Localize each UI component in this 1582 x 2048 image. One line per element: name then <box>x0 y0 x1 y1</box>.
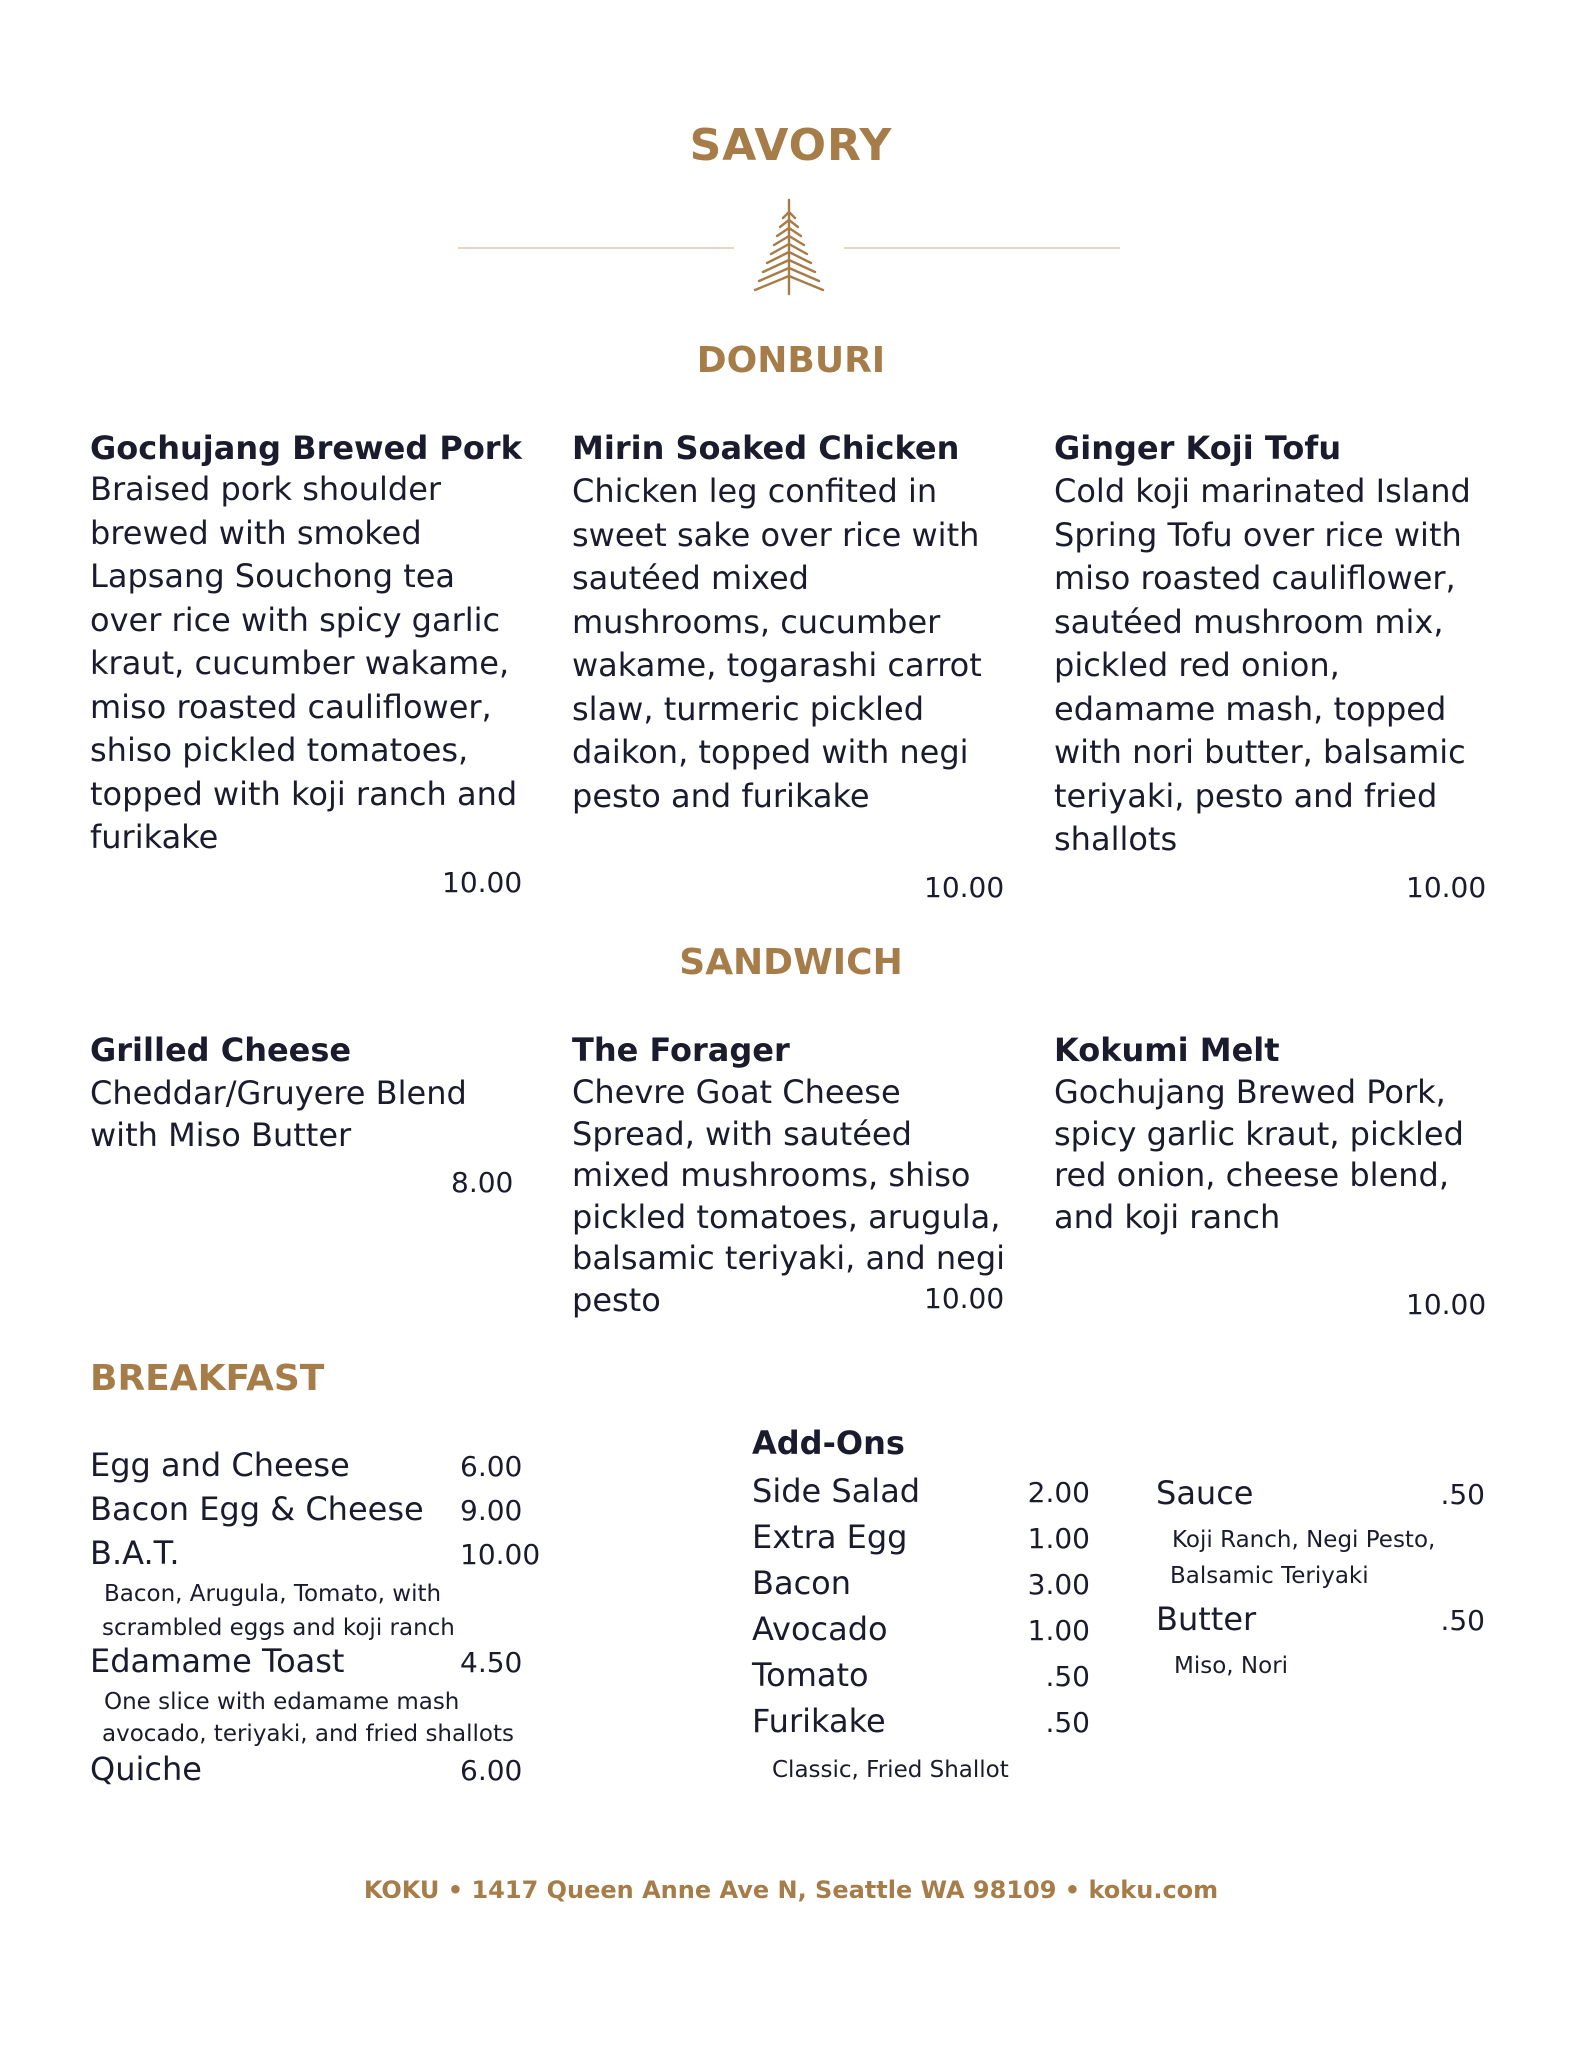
addon-price: .50 <box>1440 1604 1485 1637</box>
item-price: 9.00 <box>460 1494 523 1527</box>
item-name: Gochujang Brewed Pork <box>90 429 522 467</box>
addon-note: Balsamic Teriyaki <box>1170 1563 1369 1589</box>
item-note: Bacon, Arugula, Tomato, with <box>104 1581 442 1607</box>
item-price: 10.00 <box>442 866 523 899</box>
addon-tomato: Tomato <box>752 1656 869 1694</box>
item-name: Bacon Egg & Cheese <box>90 1490 424 1528</box>
item-description: Braised pork shoulder brewed with smoked Lapsang Souchong tea over rice with spicy garlic kraut, cucumber wakame, miso roasted cauliflower, shiso pickled tomatoes, topped with koji ranch and furikake <box>90 470 518 856</box>
item-description: Chicken leg confited in sweet sake over rice with sautéed mixed mushrooms, cucumber wakame, togarashi carrot slaw, turmeric pickled daikon, topped with negi pesto and furikake <box>572 472 982 815</box>
tree-icon <box>752 198 826 296</box>
item-name: Kokumi Melt <box>1054 1031 1280 1069</box>
addon-price: .50 <box>1045 1706 1090 1739</box>
addon-side-salad: Side Salad <box>752 1472 921 1510</box>
addon-price: 1.00 <box>1027 1614 1090 1647</box>
item-name: The Forager <box>572 1031 790 1069</box>
menu-item-kokumi-melt <box>1054 1030 1484 1238</box>
addon-note: Miso, Nori <box>1174 1653 1289 1679</box>
menu-item-grilled-cheese <box>90 1030 520 1156</box>
breakfast-title: BREAKFAST <box>90 1358 325 1399</box>
addon-note: Classic, Fried Shallot <box>772 1757 1009 1783</box>
donburi-title: DONBURI <box>696 340 886 381</box>
item-price: 10.00 <box>924 871 1005 904</box>
item-description: Cheddar/Gruyere Blend with Miso Butter <box>90 1074 467 1154</box>
item-price: 10.00 <box>460 1538 541 1571</box>
addons-title: Add-Ons <box>752 1424 905 1462</box>
footer-address: KOKU • 1417 Queen Anne Ave N, Seattle WA 98109 • koku.com <box>363 1876 1219 1904</box>
item-price: 6.00 <box>460 1754 523 1787</box>
addon-furikake: Furikake <box>752 1702 886 1740</box>
addon-price: 1.00 <box>1027 1522 1090 1555</box>
addon-price: 2.00 <box>1027 1476 1090 1509</box>
item-note: avocado, teriyaki, and fried shallots <box>102 1721 514 1747</box>
sandwich-title: SANDWICH <box>679 942 903 983</box>
menu-item-gochujang-brewed-pork <box>90 428 520 860</box>
addon-sauce: Sauce <box>1156 1474 1254 1512</box>
menu-item-ginger-koji-tofu <box>1054 428 1484 862</box>
item-price: 4.50 <box>460 1646 523 1679</box>
item-description: Gochujang Brewed Pork, spicy garlic kraut, pickled red onion, cheese blend, and koji ranch <box>1054 1073 1464 1236</box>
divider-line-right <box>844 247 1120 249</box>
menu-item-mirin-soaked-chicken <box>572 428 1002 818</box>
menu-item-the-forager <box>572 1030 1006 1321</box>
item-description: Cold koji marinated Island Spring Tofu over rice with miso roasted cauliflower, sautéed mushroom mix, pickled red onion, edamame mash, topped with nori butter, balsamic teriyaki, pesto and fried shallots <box>1054 472 1471 858</box>
item-description: Chevre Goat Cheese Spread, with sautéed mixed mushrooms, shiso pickled tomatoes, arugula, balsamic teriyaki, and negi pesto <box>572 1073 1006 1319</box>
item-price: 8.00 <box>451 1166 514 1199</box>
item-name: B.A.T. <box>90 1534 180 1572</box>
item-name: Grilled Cheese <box>90 1031 352 1069</box>
item-name: Egg and Cheese <box>90 1446 350 1484</box>
addon-butter: Butter <box>1156 1600 1257 1638</box>
item-price: 6.00 <box>460 1450 523 1483</box>
addon-avocado: Avocado <box>752 1610 888 1648</box>
item-name: Quiche <box>90 1750 202 1788</box>
addon-price: .50 <box>1440 1478 1485 1511</box>
item-price: 10.00 <box>924 1282 1005 1315</box>
addon-price: .50 <box>1045 1660 1090 1693</box>
item-price: 10.00 <box>1406 871 1487 904</box>
addon-note: Koji Ranch, Negi Pesto, <box>1172 1527 1436 1553</box>
divider-line-left <box>458 247 734 249</box>
item-note: One slice with edamame mash <box>104 1689 460 1715</box>
addon-extra-egg: Extra Egg <box>752 1518 908 1556</box>
item-price: 10.00 <box>1406 1288 1487 1321</box>
savory-title: SAVORY <box>689 120 893 171</box>
addon-price: 3.00 <box>1027 1568 1090 1601</box>
item-name: Mirin Soaked Chicken <box>572 429 960 467</box>
addon-bacon: Bacon <box>752 1564 852 1602</box>
item-name: Edamame Toast <box>90 1642 345 1680</box>
item-note: scrambled eggs and koji ranch <box>102 1615 455 1641</box>
item-name: Ginger Koji Tofu <box>1054 429 1342 467</box>
